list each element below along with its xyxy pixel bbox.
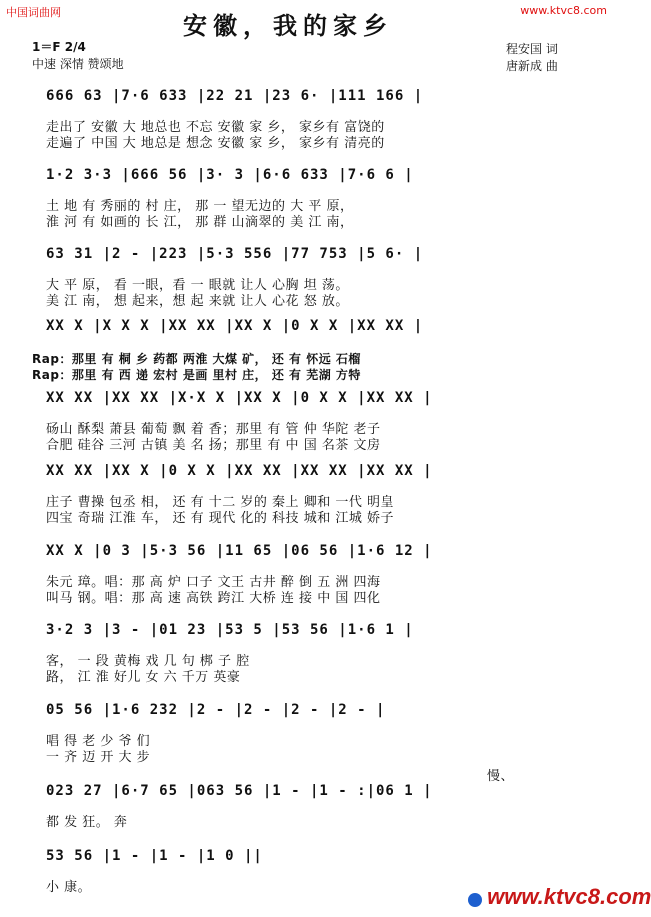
tempo-expression: 中速 深情 赞颂地 — [32, 57, 124, 71]
lyric-line: 土 地 有 秀丽的 村 庄， 那 一 望无边的 大 平 原， — [46, 199, 354, 214]
lyric-line: 一 齐 迈 开 大 步 — [46, 750, 151, 765]
arrow-icon — [468, 893, 482, 907]
lyric-line: Rap：那里 有 桐 乡 药都 两淮 大煤 矿， 还 有 怀远 石榴 — [32, 352, 361, 366]
lyric-line: 客， 一 段 黄梅 戏 几 句 梆 子 腔 — [46, 654, 250, 669]
lyric-line: 大 平 原， 看 一眼，看 一 眼就 让人 心胸 坦 荡。 — [46, 278, 349, 293]
lyric-line: 唱 得 老 少 爷 们 — [46, 734, 151, 749]
notation-row: 3·2 3 |3 - |01 23 |53 5 |53 56 |1·6 1 | — [46, 622, 414, 638]
notation-row: 53 56 |1 - |1 - |1 0 || — [46, 848, 263, 864]
lyricist-credit: 程安国 词 — [506, 42, 558, 56]
notation-row: 023 27 |6·7 65 |063 56 |1 - |1 - :|06 1 | — [46, 783, 433, 799]
lyric-line: 走遍了 中国 大 地总是 想念 安徽 家 乡， 家乡有 清亮的 — [46, 136, 385, 151]
lyric-line: 淮 河 有 如画的 长 江， 那 群 山滴翠的 美 江 南， — [46, 215, 354, 230]
tempo-mark: 慢、 — [487, 769, 515, 784]
composer-credit: 唐新成 曲 — [506, 59, 558, 73]
footer-logo — [468, 884, 651, 910]
notation-row: 63 31 |2 - |223 |5·3 556 |77 753 |5 6· | — [46, 246, 424, 262]
lyric-line: 朱元 璋。唱：那 高 炉 口子 文王 古井 醉 倒 五 洲 四海 — [46, 575, 381, 590]
notation-row: XX X |X X X |XX XX |XX X |0 X X |XX XX | — [46, 318, 424, 334]
notation-row: 666 63 |7·6 633 |22 21 |23 6· |111 166 | — [46, 88, 424, 104]
site-watermark-right: www.ktvc8.com — [520, 4, 607, 17]
notation-row: 1·2 3·3 |666 56 |3· 3 |6·6 633 |7·6 6 | — [46, 167, 414, 183]
key-signature: 1＝F 2/4 — [32, 40, 86, 54]
lyric-line: 叫马 钢。唱：那 高 速 高铁 跨江 大桥 连 接 中 国 四化 — [46, 591, 381, 606]
lyric-line: 四宝 奇瑞 江淮 车， 还 有 现代 化的 科技 城和 江城 娇子 — [46, 511, 394, 526]
song-title: 安徽，我的家乡 — [183, 11, 393, 40]
lyric-line: 庄子 曹操 包丞 相， 还 有 十二 岁的 秦上 卿和 一代 明皇 — [46, 495, 394, 510]
lyric-line: 美 江 南， 想 起来，想 起 来就 让人 心花 怒 放。 — [46, 294, 349, 309]
notation-row: XX XX |XX X |0 X X |XX XX |XX XX |XX XX | — [46, 463, 433, 479]
lyric-line: 砀山 酥梨 萧县 葡萄 飘 着 香；那里 有 管 仲 华陀 老子 — [46, 422, 381, 437]
lyric-line: 合肥 硅谷 三河 古镇 美 名 扬；那里 有 中 国 名茶 文房 — [46, 438, 381, 453]
site-watermark-left: 中国词曲网 — [6, 6, 61, 19]
lyric-line: 小 康。 — [46, 880, 92, 895]
lyric-line: 走出了 安徽 大 地总也 不忘 安徽 家 乡， 家乡有 富饶的 — [46, 120, 385, 135]
notation-row: XX X |0 3 |5·3 56 |11 65 |06 56 |1·6 12 | — [46, 543, 433, 559]
footer-logo-text: www.ktvc8.com — [487, 884, 651, 909]
notation-row: XX XX |XX XX |X·X X |XX X |0 X X |XX XX | — [46, 390, 433, 406]
notation-row: 05 56 |1·6 232 |2 - |2 - |2 - |2 - | — [46, 702, 386, 718]
lyric-line: 路， 江 淮 好儿 女 六 千万 英豪 — [46, 670, 241, 685]
lyric-line: 都 发 狂。 奔 — [46, 815, 128, 830]
lyric-line: Rap：那里 有 西 递 宏村 是画 里村 庄， 还 有 芜湖 方特 — [32, 368, 361, 382]
